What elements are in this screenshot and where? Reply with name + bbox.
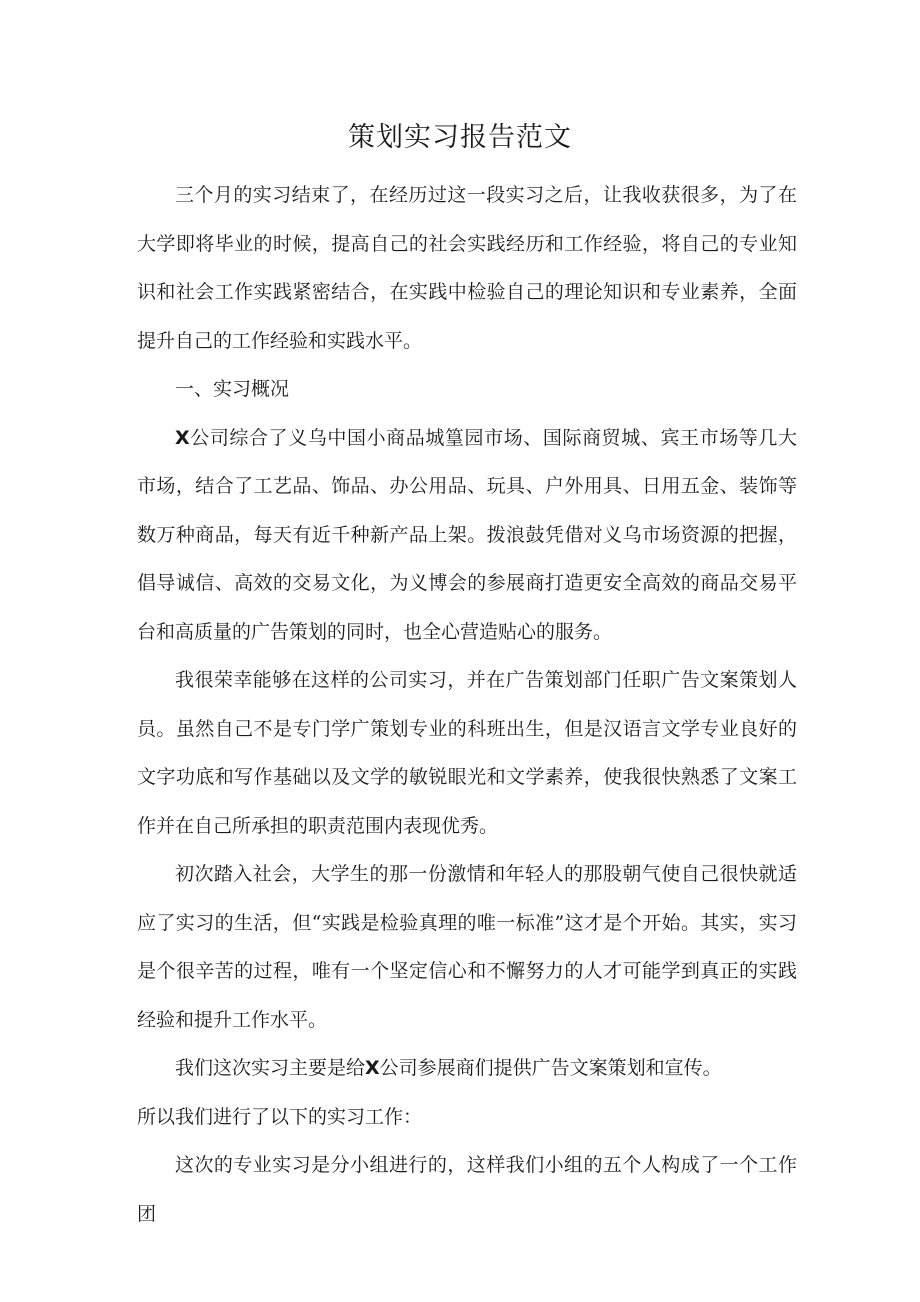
company-placeholder: X	[365, 1057, 380, 1079]
section-heading-text: 一、实习概况	[175, 378, 290, 400]
paragraph-adaptation	[137, 850, 797, 1044]
paragraph-text: 三个月的实习结束了，在经历过这一段实习之后，让我收获很多，为了在大学即将毕业的时候，提高自己的社会实践经历和工作经验，将自己的专业知识和社会工作实践紧密结合，在实践中检验自己的理论知识和专业素养，全面提升自己的工作经验和实践水平。	[137, 184, 797, 352]
paragraph-text: 所以我们进行了以下的实习工作：	[137, 1105, 423, 1128]
document-title: 策划实习报告范文	[348, 122, 572, 153]
document-body	[137, 171, 797, 1238]
paragraph-text: 公司综合了义乌中国小商品城篁园市场、国际商贸城、宾王市场等几大市场，结合了工艺品、饰品、办公用品、玩具、户外用具、日用五金、装饰等数万种商品，每天有近千种新产品上架。拨浪鼓凭借对义乌市场资源的把握，倡导诚信、高效的交易文化，为义博会的参展商打造更安全高效的商品交易平台和高质量的广告策划的同时，也全心营造贴心的服务。	[137, 426, 797, 643]
paragraph-intro	[137, 171, 797, 365]
paragraph-role	[137, 656, 797, 850]
paragraph-text: 我很荣幸能够在这样的公司实习，并在广告策划部门任职广告文案策划人员。虽然自己不是专门学广策划专业的科班出生，但是汉语言文学专业良好的文字功底和写作基础以及文学的敏锐眼光和文学素养，使我很快熟悉了文案工作并在自己所承担的职责范围内表现优秀。	[137, 669, 797, 837]
company-placeholder: X	[175, 426, 190, 449]
paragraph-team	[137, 1141, 797, 1238]
section-heading-overview	[137, 365, 797, 414]
paragraph-text-before: 我们这次实习主要是给	[175, 1057, 366, 1079]
paragraph-text-after: 公司参展商们提供广告文案策划和宣传。	[379, 1057, 722, 1079]
paragraph-purpose	[137, 1044, 797, 1093]
paragraph-text: 初次踏入社会，大学生的那一份激情和年轻人的那股朝气使自己很快就适应了实习的生活，但“实践是检验真理的唯一标准”这才是个开始。其实，实习是个很辛苦的过程，唯有一个坚定信心和不懈努力的人才可能学到真正的实践经验和提升工作水平。	[137, 863, 797, 1031]
paragraph-work-intro	[137, 1093, 797, 1142]
paragraph-company	[137, 414, 797, 657]
paragraph-text: 这次的专业实习是分小组进行的，这样我们小组的五个人构成了一个工作团	[137, 1154, 797, 1225]
